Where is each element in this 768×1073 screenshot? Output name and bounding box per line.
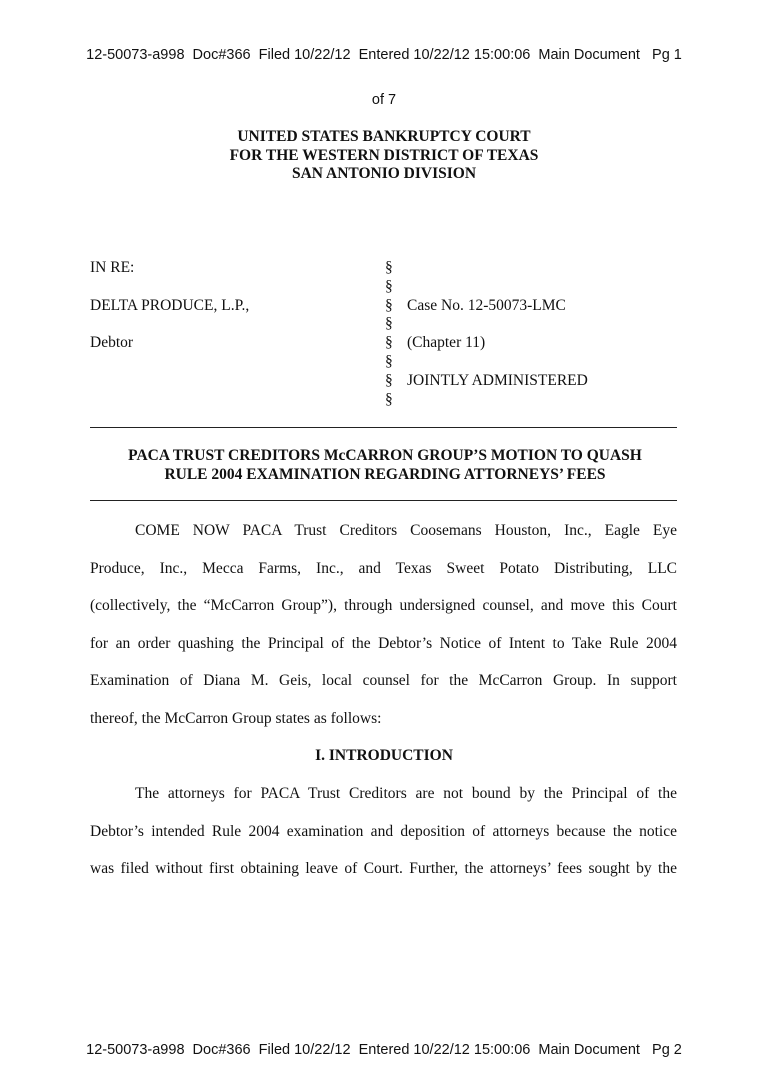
divider-rule-top <box>90 427 677 428</box>
caption-debtor-label: Debtor <box>90 334 134 351</box>
court-heading-line-2: FOR THE WESTERN DISTRICT OF TEXAS <box>229 146 539 164</box>
caption-section-symbols <box>385 259 397 409</box>
paragraph-line: Produce, Inc., Mecca Farms, Inc., and Texas Sweet Potato Distributing, LLC <box>90 559 677 577</box>
paragraph-line: COME NOW PACA Trust Creditors Coosemans Houston, Inc., Eagle Eye <box>135 522 677 539</box>
section-symbol: § <box>385 352 393 370</box>
paragraph-line: was filed without first obtaining leave of Court. Further, the attorneys’ fees sought by the <box>90 860 677 877</box>
paragraph-line: Examination of Diana M. Geis, local counsel for the McCarron Group. In support <box>90 672 677 689</box>
paragraph-line: for an order quashing the Principal of the Debtor’s Notice of Intent to Take Rule 2004 <box>90 634 677 652</box>
paragraph-line: The attorneys for PACA Trust Creditors are not bound by the Principal of the <box>135 785 677 802</box>
case-caption <box>90 259 690 409</box>
motion-title <box>90 447 680 484</box>
section-symbol: § <box>385 277 393 295</box>
caption-debtor-name: DELTA PRODUCE, L.P., <box>90 297 250 314</box>
footer-stamp-line-1: 12-50073-a998 Doc#366 Filed 10/22/12 Entered 10/22/12 15:00:06 Main Document Pg 2 <box>86 1042 682 1058</box>
caption-jointly-administered: JOINTLY ADMINISTERED <box>407 372 588 389</box>
caption-case-number: Case No. 12-50073-LMC <box>407 297 566 314</box>
section-symbol: § <box>385 315 393 333</box>
divider-rule-bottom <box>90 500 677 501</box>
paragraph-line: thereof, the McCarron Group states as follows: <box>90 709 382 727</box>
header-stamp-line-2: of 7 <box>371 92 397 108</box>
court-heading-line-3: SAN ANTONIO DIVISION <box>291 165 477 182</box>
header-stamp-line-1: 12-50073-a998 Doc#366 Filed 10/22/12 Entered 10/22/12 15:00:06 Main Document Pg 1 <box>86 47 682 63</box>
motion-title-line-1: PACA TRUST CREDITORS McCARRON GROUP’S MOTION TO QUASH <box>128 447 642 464</box>
section-symbol: § <box>385 390 393 408</box>
paragraph-line: (collectively, the “McCarron Group”), through undersigned counsel, and move this Court <box>90 597 677 614</box>
caption-chapter: (Chapter 11) <box>407 334 486 351</box>
court-heading <box>0 128 768 184</box>
section-symbol: § <box>385 296 393 314</box>
section-symbol: § <box>385 371 393 389</box>
caption-in-re: IN RE: <box>90 259 135 276</box>
section-symbol: § <box>385 334 393 352</box>
motion-title-line-2: RULE 2004 EXAMINATION REGARDING ATTORNEYS’ FEES <box>164 465 606 483</box>
court-heading-line-1: UNITED STATES BANKRUPTCY COURT <box>237 128 531 145</box>
footer-filing-stamp <box>0 1013 768 1073</box>
paragraph-line: Debtor’s intended Rule 2004 examination and deposition of attorneys because the notice <box>90 822 677 840</box>
header-filing-stamp <box>0 18 768 123</box>
section-symbol: § <box>385 259 393 276</box>
section-heading-introduction: I. INTRODUCTION <box>315 747 453 764</box>
